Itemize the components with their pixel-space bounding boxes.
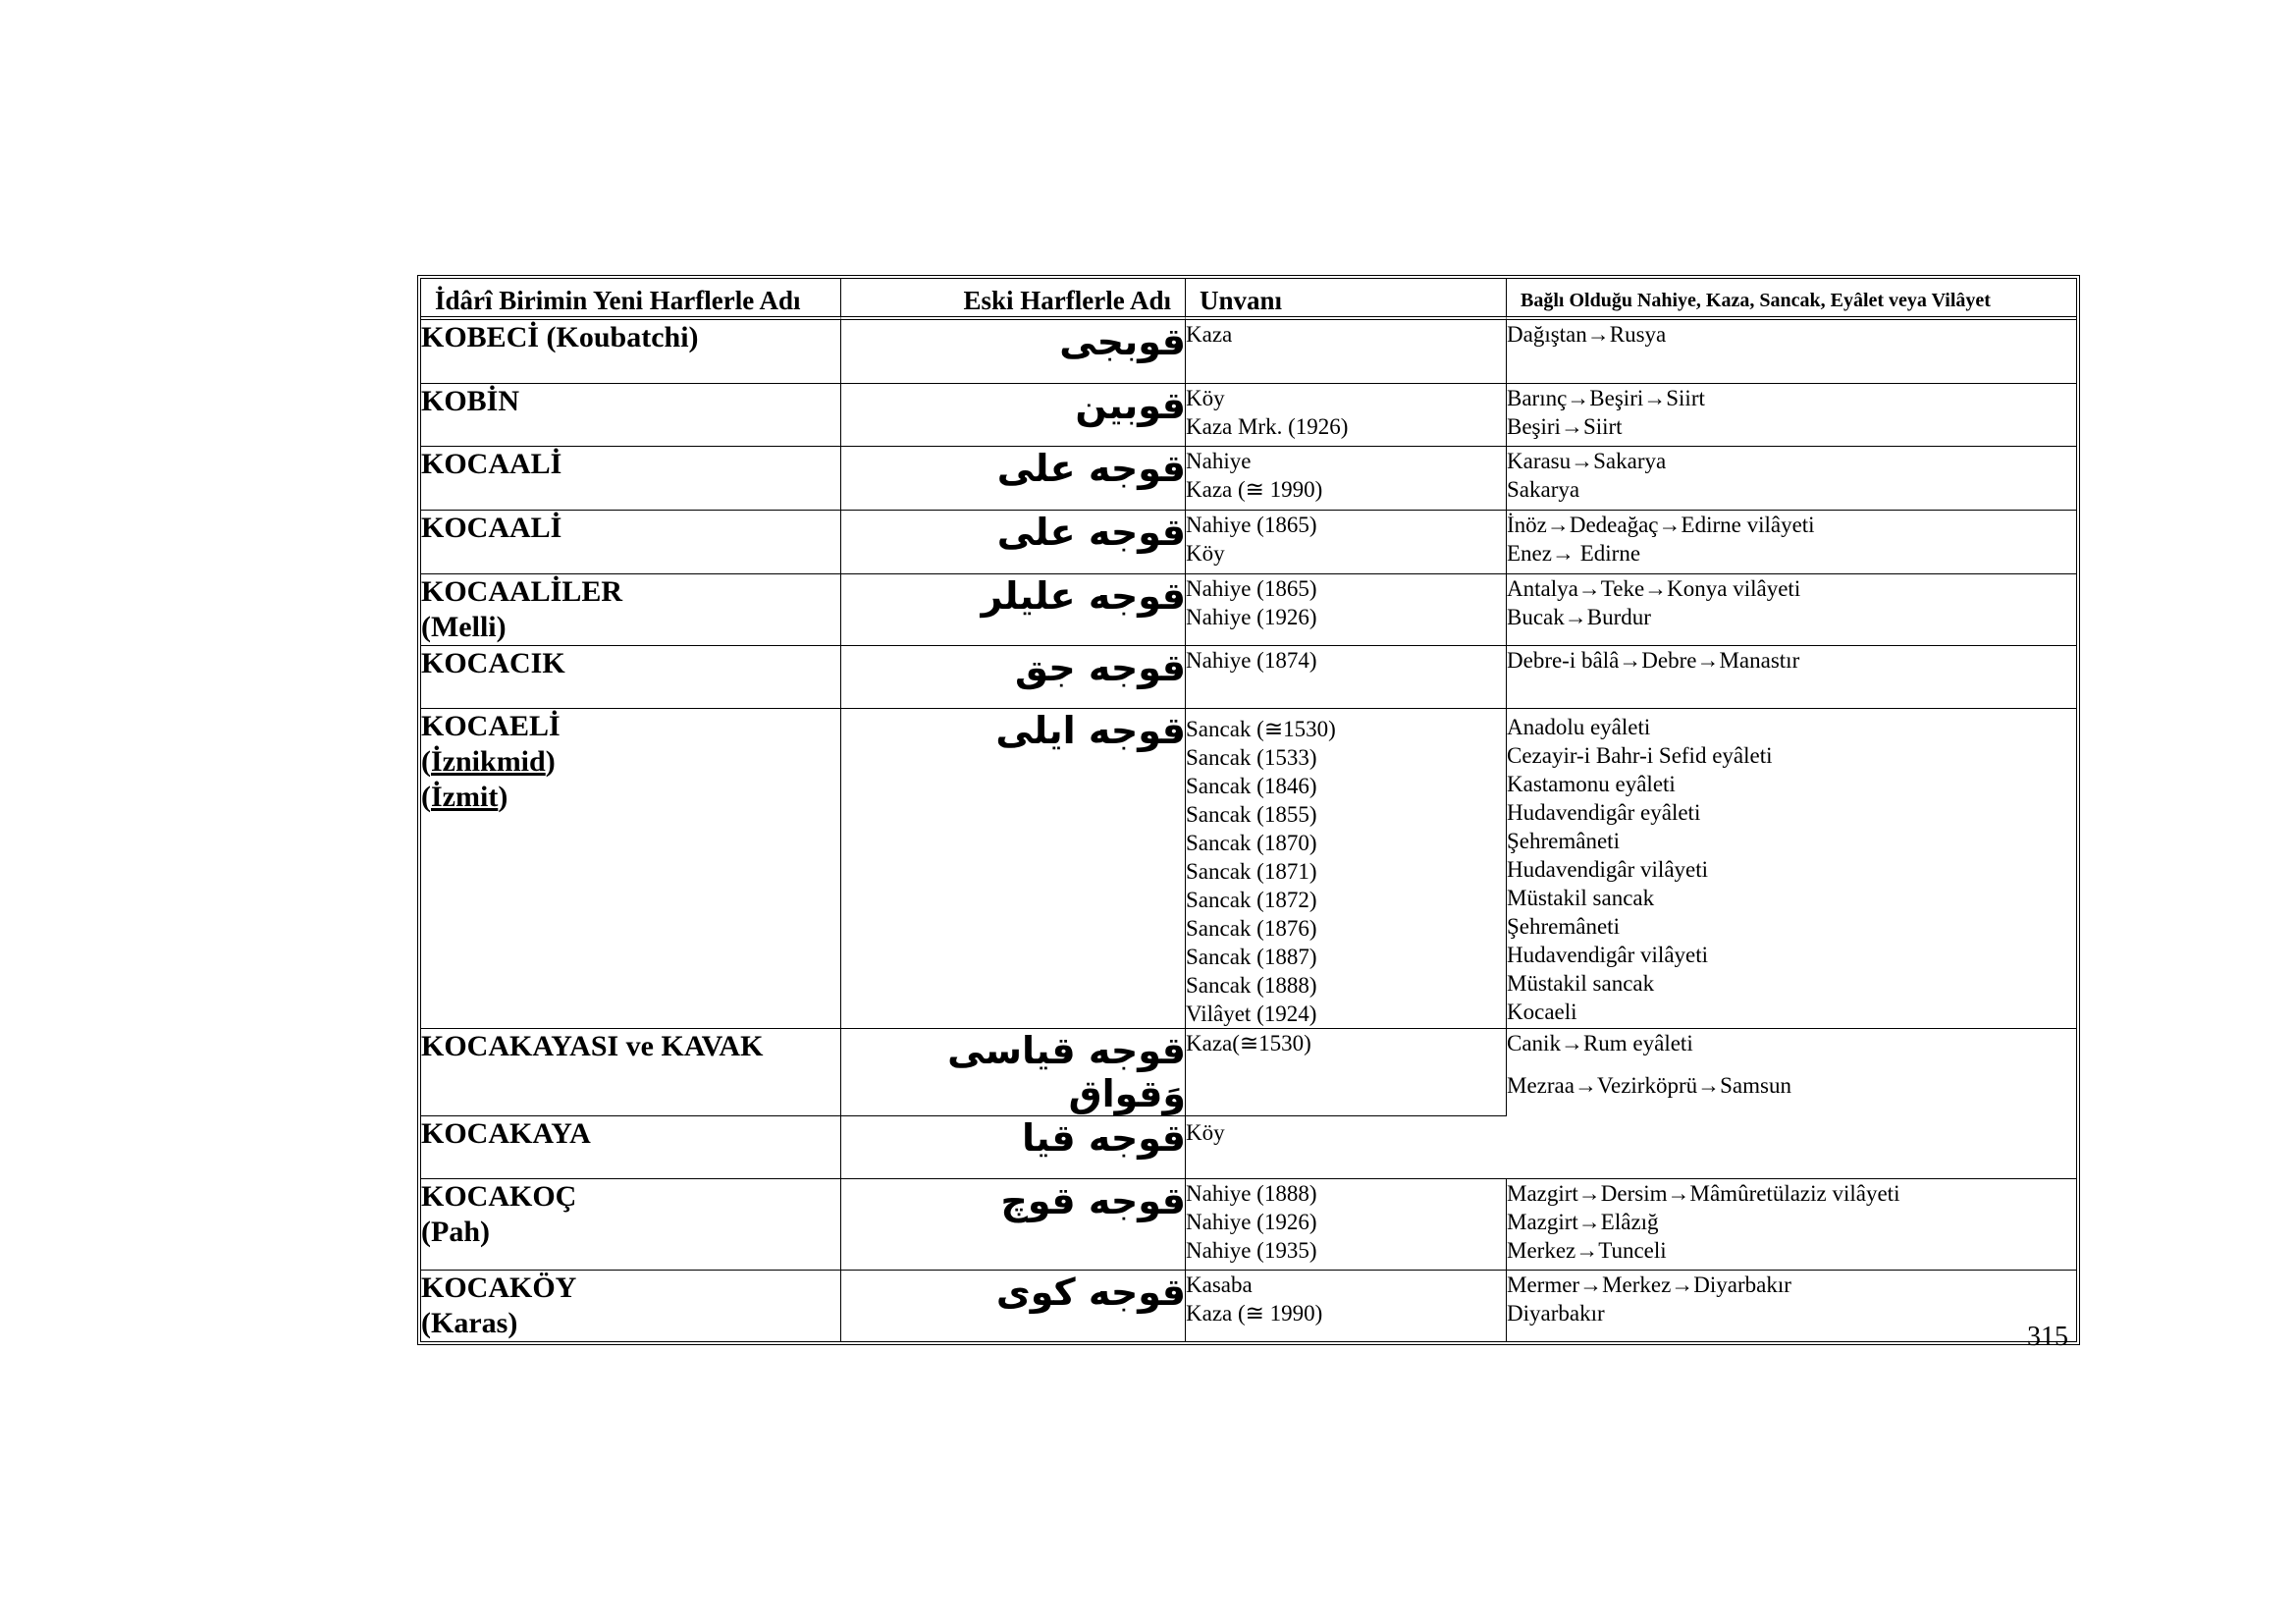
row-new-name: KOBİN <box>421 384 841 447</box>
row-old-name: قوجه على <box>841 511 1186 574</box>
row-old-name: قوبجى <box>841 320 1186 384</box>
row-titles: Köy Kaza Mrk. (1926) <box>1186 384 1507 447</box>
row-titles: Nahiye (1865) Nahiye (1926) <box>1186 574 1507 646</box>
row-titles: Köy <box>1186 1116 1507 1179</box>
row-new-name: KOCAELİ (İznikmid) (İzmit) <box>421 709 841 1029</box>
gazetteer-table <box>417 275 2080 1345</box>
row-titles: Nahiye (1865) Köy <box>1186 511 1507 574</box>
row-parents: Debre-i bâlâ→Debre→Manastır <box>1507 646 2076 709</box>
row-titles: Kaza(≅1530) <box>1186 1029 1507 1116</box>
page-number: 315 <box>2027 1322 2068 1352</box>
table-row <box>421 1271 2076 1341</box>
row-parents: Mazgirt→Dersim→Mâmûretülaziz vilâyeti Mazgirt→Elâzığ Merkez→Tunceli <box>1507 1179 2076 1271</box>
row-old-name: قوجه جق <box>841 646 1186 709</box>
header-title: Unvanı <box>1186 279 1507 320</box>
row-titles: Nahiye (1874) <box>1186 646 1507 709</box>
row-new-name: KOCAALİ <box>421 447 841 511</box>
row-parents: İnöz→Dedeağaç→Edirne vilâyeti Enez→ Edirne <box>1507 511 2076 574</box>
row-old-name: قوجه قيا <box>841 1116 1186 1179</box>
row-titles: Kasaba Kaza (≅ 1990) <box>1186 1271 1507 1341</box>
table-row <box>421 447 2076 511</box>
row-parents: Canik→Rum eyâleti Mezraa→Vezirköprü→Samsun <box>1507 1029 2076 1179</box>
table-row <box>421 1179 2076 1271</box>
row-titles: Nahiye (1888) Nahiye (1926) Nahiye (1935) <box>1186 1179 1507 1271</box>
table-row <box>421 320 2076 384</box>
table-row <box>421 709 2076 1029</box>
row-new-name: KOCAKAYA <box>421 1116 841 1179</box>
row-titles: Sancak (≅1530) Sancak (1533) Sancak (1846) Sancak (1855) Sancak (1870) Sancak (1871) Sancak (1872) Sancak (1876) Sancak (1887) Sancak (1888) Vilâyet (1924) <box>1186 709 1507 1029</box>
row-old-name: قوجه ايلى <box>841 709 1186 1029</box>
row-parents: Karasu→Sakarya Sakarya <box>1507 447 2076 511</box>
row-new-name: KOCAKÖY (Karas) <box>421 1271 841 1341</box>
gazetteer-table-wrapper <box>417 275 2072 1345</box>
row-new-name: KOCAKOÇ (Pah) <box>421 1179 841 1271</box>
table-row <box>421 384 2076 447</box>
row-old-name: قوجه على <box>841 447 1186 511</box>
table-row <box>421 574 2076 646</box>
header-old-name: Eski Harflerle Adı <box>841 279 1186 320</box>
row-new-name: KOCAKAYASI ve KAVAK <box>421 1029 841 1116</box>
row-titles: Kaza <box>1186 320 1507 384</box>
table-row <box>421 511 2076 574</box>
row-old-name: قوجه قياسى وَقواق <box>841 1029 1186 1116</box>
row-titles: Nahiye Kaza (≅ 1990) <box>1186 447 1507 511</box>
table-row <box>421 646 2076 709</box>
header-new-name: İdârî Birimin Yeni Harflerle Adı <box>421 279 841 320</box>
row-parents: Mermer→Merkez→Diyarbakır Diyarbakır <box>1507 1272 1791 1326</box>
row-parents: Barınç→Beşiri→Siirt Beşiri→Siirt <box>1507 384 2076 447</box>
row-old-name: قوبين <box>841 384 1186 447</box>
row-new-name: KOCAALİLER (Melli) <box>421 574 841 646</box>
row-old-name: قوجه عليلر <box>841 574 1186 646</box>
row-old-name: قوجه قوچ <box>841 1179 1186 1271</box>
table-header-row <box>421 279 2076 320</box>
row-parents: Antalya→Teke→Konya vilâyeti Bucak→Burdur <box>1507 574 2076 646</box>
row-old-name: قوجه كوى <box>841 1271 1186 1341</box>
row-parents: Anadolu eyâleti Cezayir-i Bahr-i Sefid eyâleti Kastamonu eyâleti Hudavendigâr eyâleti Şehremâneti Hudavendigâr vilâyeti Müstakil sancak Şehremâneti Hudavendigâr vilâyeti Müstakil sancak Kocaeli <box>1507 709 2076 1029</box>
row-new-name: KOBECİ (Koubatchi) <box>421 320 841 384</box>
row-new-name: KOCACIK <box>421 646 841 709</box>
row-parents: Dağıştan→Rusya <box>1507 320 2076 384</box>
header-parent: Bağlı Olduğu Nahiye, Kaza, Sancak, Eyâlet veya Vilâyet <box>1507 279 2076 320</box>
table-row <box>421 1029 2076 1116</box>
row-new-name: KOCAALİ <box>421 511 841 574</box>
